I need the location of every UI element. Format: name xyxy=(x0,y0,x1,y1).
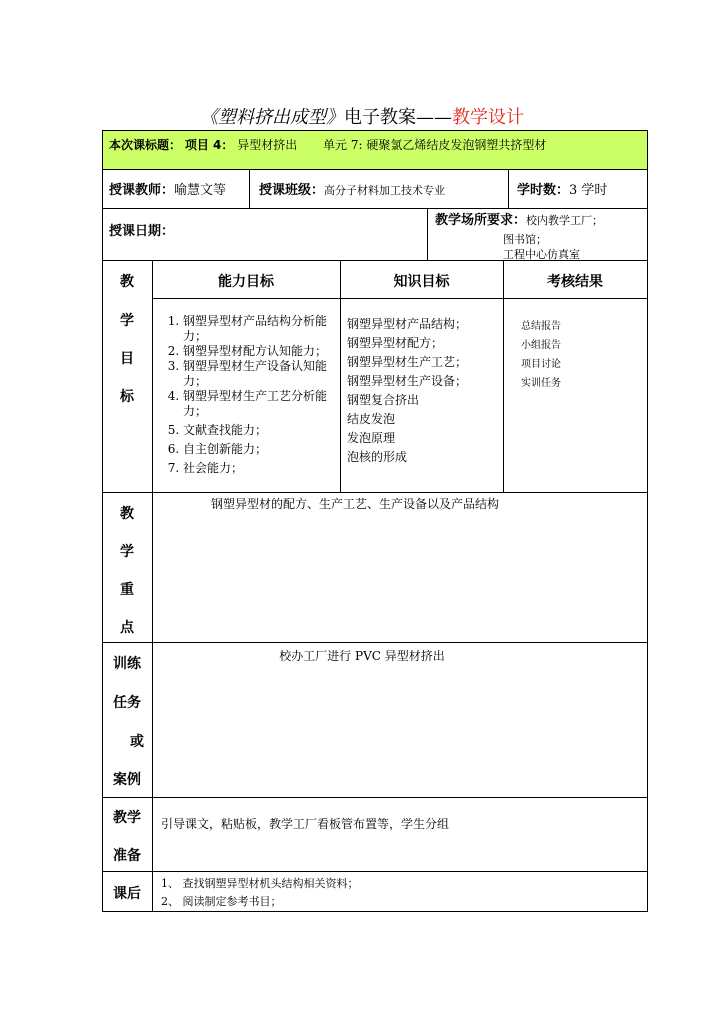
knowledge-list xyxy=(347,315,501,467)
ability-item: 4. 钢塑异型材生产工艺分析能力； xyxy=(183,389,337,419)
objectives-side-1: 教 xyxy=(120,274,134,290)
knowledge-item: 钢塑复合挤出 xyxy=(347,393,420,407)
objectives-side-4: 标 xyxy=(120,389,134,405)
keypoints-side-2: 学 xyxy=(120,544,134,560)
hours-label: 学时数： xyxy=(517,183,570,198)
knowledge-header: 知识目标 xyxy=(393,274,450,290)
topic-project: 项目 4： xyxy=(184,138,234,152)
training-side-3: 或 xyxy=(130,734,144,750)
key-points-text: 钢塑异型材的配方、生产工艺、生产设备以及产品结构 xyxy=(210,497,499,511)
document-title xyxy=(0,103,724,129)
date-label: 授课日期： xyxy=(109,224,175,239)
objectives-side-2: 学 xyxy=(120,313,134,329)
knowledge-item: 发泡原理 xyxy=(347,431,396,445)
training-side-1: 训练 xyxy=(113,656,141,672)
after-item: 1、 查找钢塑异型材机头结构相关资料； xyxy=(161,877,359,890)
prep-text: 引导课文，粘贴板，教学工厂看板管布置等，学生分组 xyxy=(161,817,450,831)
venue-item-2: 图书馆； xyxy=(503,233,547,246)
knowledge-item: 结皮发泡 xyxy=(347,412,396,426)
ability-item: 1. 钢塑异型材产品结构分析能力； xyxy=(183,314,337,344)
keypoints-side-3: 重 xyxy=(120,582,134,598)
title-book: 《塑料挤出成型》 xyxy=(200,107,344,128)
title-middle: 电子教案—— xyxy=(344,107,452,128)
topic-project-name: 异型材挤出 xyxy=(237,138,298,152)
assessment-item: 实训任务 xyxy=(521,378,561,389)
after-list xyxy=(161,875,359,911)
assessment-item: 总结报告 xyxy=(521,321,561,332)
knowledge-item: 泡核的形成 xyxy=(347,450,408,464)
assessment-list xyxy=(521,317,641,393)
ability-item: 7. 社会能力； xyxy=(183,461,337,476)
venue-label: 教学场所要求： xyxy=(435,213,527,228)
knowledge-item: 钢塑异型材产品结构； xyxy=(347,317,468,331)
assessment-item: 小组报告 xyxy=(521,340,561,351)
ability-item: 3. 钢塑异型材生产设备认知能力； xyxy=(183,359,337,389)
ability-list xyxy=(155,314,337,476)
venue-cell xyxy=(435,213,603,228)
after-item: 2、 阅读制定参考书目； xyxy=(161,895,282,908)
ability-item: 6. 自主创新能力； xyxy=(183,442,337,457)
venue-item-1: 校内教学工厂； xyxy=(526,214,604,227)
assessment-header: 考核结果 xyxy=(547,274,603,290)
topic-row xyxy=(103,131,647,169)
knowledge-item: 钢塑异型材配方； xyxy=(347,336,444,350)
ability-header: 能力目标 xyxy=(218,274,274,290)
hours-value: 3 学时 xyxy=(569,183,608,198)
objectives-side-3: 目 xyxy=(120,351,134,367)
venue-item-3: 工程中心仿真室 xyxy=(503,248,580,261)
teacher-cell xyxy=(109,179,226,198)
prep-side-2: 准备 xyxy=(113,848,141,864)
assessment-item: 项目讨论 xyxy=(521,359,561,370)
after-side: 课后 xyxy=(113,886,141,902)
ability-item: 5. 文献查找能力； xyxy=(183,423,337,438)
keypoints-side-4: 点 xyxy=(120,620,134,636)
topic-label: 本次课标题： xyxy=(109,138,182,152)
class-value: 高分子材料加工技术专业 xyxy=(324,184,446,197)
training-text: 校办工厂进行 PVC 异型材挤出 xyxy=(279,649,445,663)
title-highlight: 教学设计 xyxy=(452,107,524,128)
teacher-label: 授课教师： xyxy=(109,183,175,198)
hours-cell xyxy=(517,179,607,198)
knowledge-item: 钢塑异型材生产工艺； xyxy=(347,355,468,369)
knowledge-item: 钢塑异型材生产设备； xyxy=(347,374,468,388)
topic-unit: 单元 7: 硬聚氯乙烯结皮发泡钢塑共挤型材 xyxy=(323,138,547,152)
keypoints-side-1: 教 xyxy=(120,506,134,522)
ability-item: 2. 钢塑异型材配方认知能力； xyxy=(183,344,337,359)
class-label: 授课班级： xyxy=(259,183,325,198)
training-side-4: 案例 xyxy=(113,772,141,788)
class-cell xyxy=(259,179,445,198)
lesson-plan-table xyxy=(102,130,648,912)
teacher-value: 喻慧文等 xyxy=(174,183,227,198)
prep-side-1: 教学 xyxy=(113,810,141,826)
training-side-2: 任务 xyxy=(113,695,141,711)
